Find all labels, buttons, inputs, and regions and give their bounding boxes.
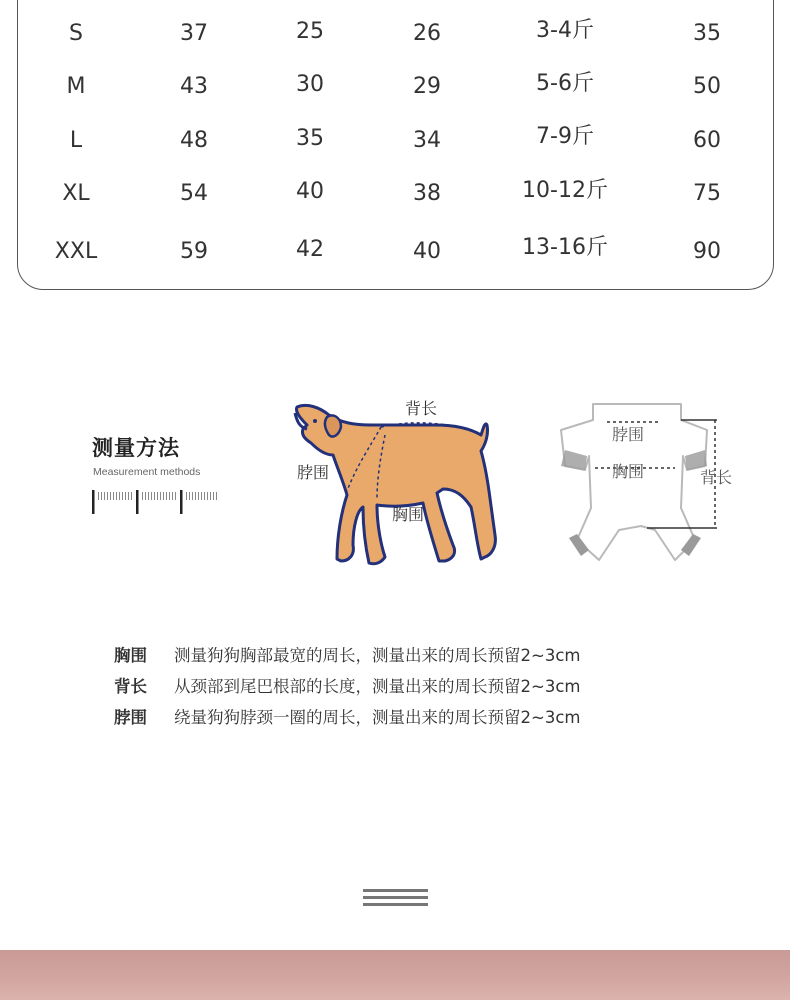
desc-text: 测量狗狗胸部最宽的周长，测量出来的周长预留2~3cm — [174, 646, 581, 665]
desc-term: 脖围 — [114, 708, 147, 727]
garment-back-label: 背长 — [700, 468, 733, 487]
table-cell: 59 — [180, 239, 208, 264]
table-cell: 3-4斤 — [536, 18, 594, 43]
garment-neck-label: 脖围 — [612, 425, 645, 444]
table-cell: 26 — [413, 21, 441, 46]
dog-neck-label: 脖围 — [297, 463, 330, 482]
table-cell: 42 — [296, 237, 324, 262]
table-cell: 35 — [296, 126, 324, 151]
method-subtitle: Measurement methods — [93, 466, 201, 478]
table-cell: 40 — [296, 179, 324, 204]
table-cell: 43 — [180, 74, 208, 99]
table-cell: L — [69, 128, 83, 153]
dog-back-label: 背长 — [405, 399, 438, 418]
table-cell: 40 — [413, 239, 441, 264]
garment-chest-label: 胸围 — [612, 462, 645, 481]
ruler-icon — [92, 488, 222, 516]
table-cell: XL — [62, 181, 90, 206]
dog-ear — [325, 415, 341, 436]
bottom-photo-strip — [0, 950, 790, 1000]
table-cell: M — [66, 74, 86, 99]
table-cell: 60 — [693, 128, 721, 153]
desc-row — [114, 704, 580, 728]
table-cell: 34 — [413, 128, 441, 153]
table-cell: S — [69, 21, 83, 46]
table-cell: 13-16斤 — [522, 235, 608, 260]
table-cell: 50 — [693, 74, 721, 99]
desc-term: 背长 — [114, 677, 147, 696]
table-cell: 5-6斤 — [536, 71, 594, 96]
dog-chest-label: 胸围 — [392, 505, 425, 524]
desc-text: 绕量狗狗脖颈一圈的周长，测量出来的周长预留2~3cm — [174, 708, 581, 727]
table-cell: 25 — [296, 19, 324, 44]
table-cell: 30 — [296, 72, 324, 97]
table-cell: 54 — [180, 181, 208, 206]
dog-eye — [313, 419, 317, 423]
desc-row — [114, 642, 580, 666]
table-cell: 48 — [180, 128, 208, 153]
table-cell: 38 — [413, 181, 441, 206]
dog-illustration — [285, 395, 500, 575]
table-cell: XXL — [54, 239, 98, 264]
table-cell: 7-9斤 — [536, 124, 594, 149]
table-cell: 37 — [180, 21, 208, 46]
size-table — [17, 0, 774, 290]
desc-text: 从颈部到尾巴根部的长度，测量出来的周长预留2~3cm — [174, 677, 581, 696]
desc-term: 胸围 — [114, 646, 147, 665]
table-cell: 10-12斤 — [522, 178, 608, 203]
table-cell: 35 — [693, 21, 721, 46]
method-title: 测量方法 — [92, 436, 180, 460]
desc-row — [114, 673, 580, 697]
table-cell: 90 — [693, 239, 721, 264]
divider-lines-icon — [363, 887, 428, 909]
table-cell: 29 — [413, 74, 441, 99]
table-cell: 75 — [693, 181, 721, 206]
